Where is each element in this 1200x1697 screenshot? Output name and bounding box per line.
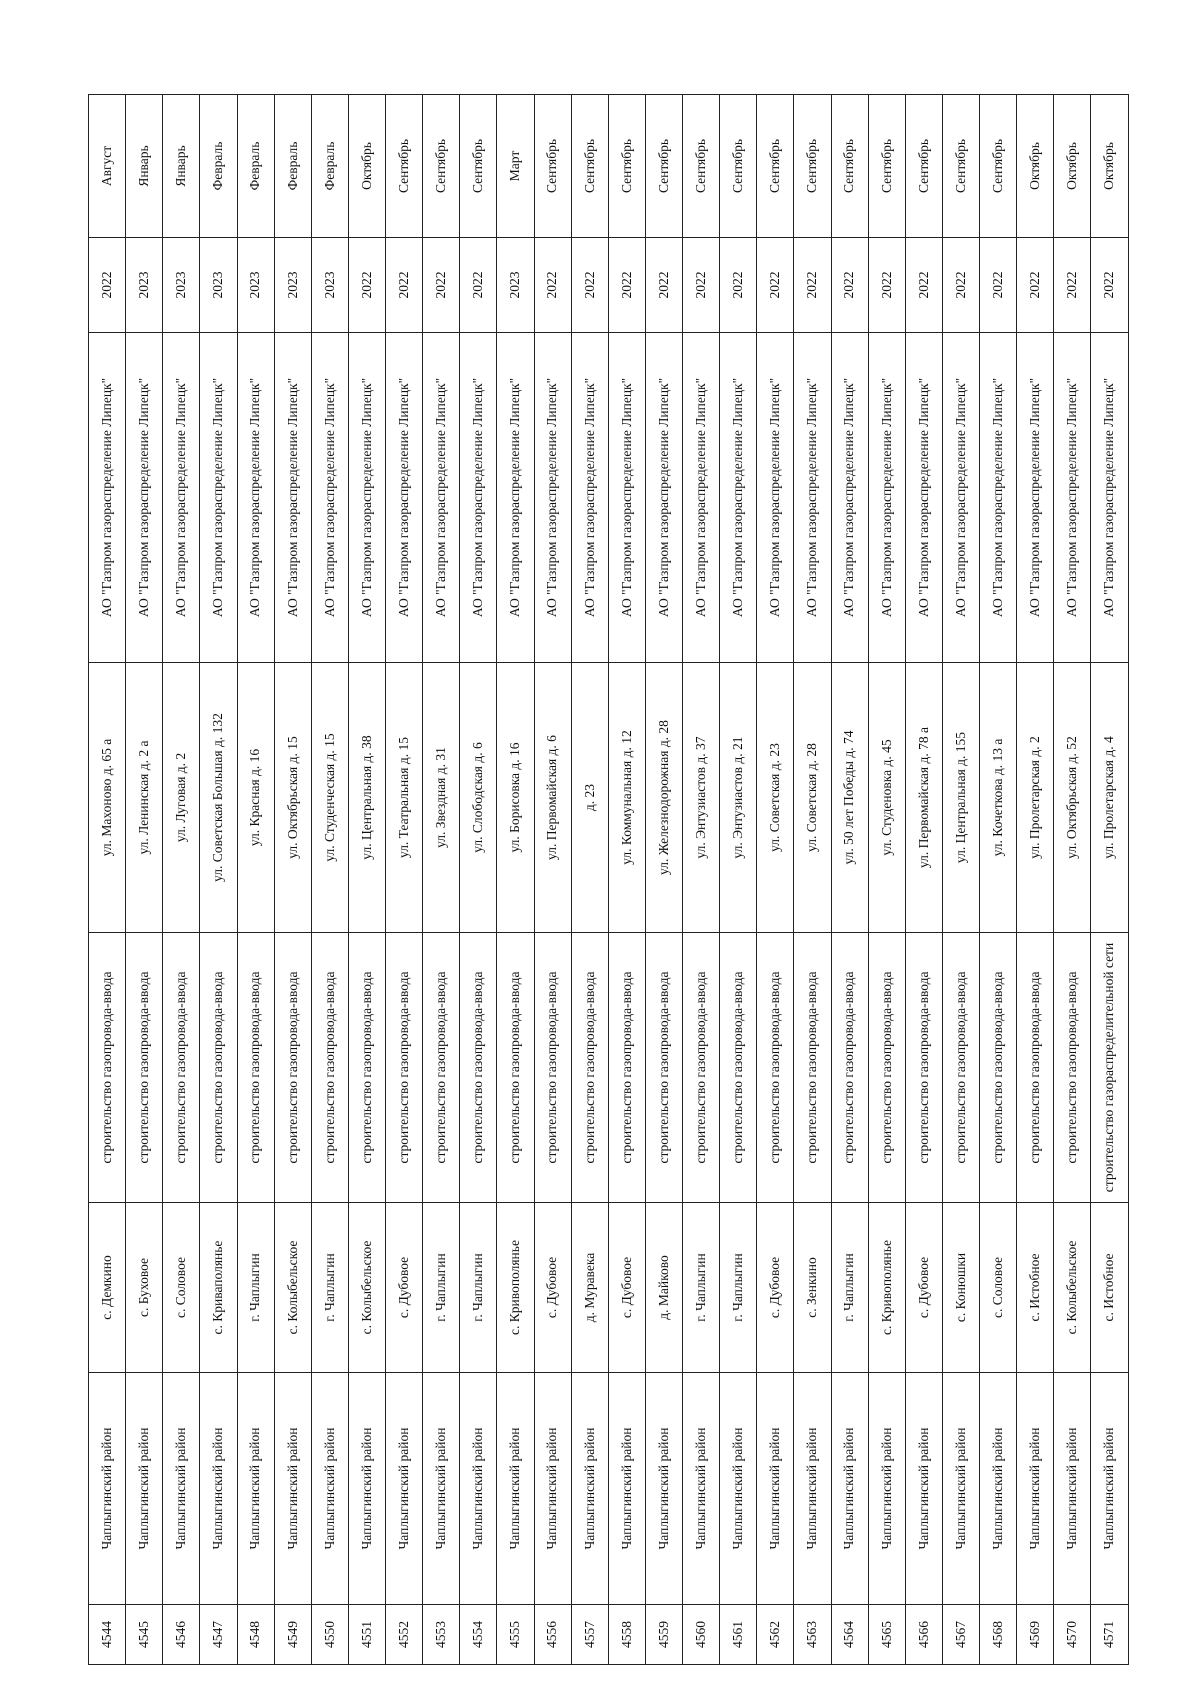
address-cell: ул. Первомайская д. 78 а: [905, 663, 942, 933]
month-cell: Сентябрь: [794, 95, 831, 238]
district-cell: Чаплыгинский район: [1017, 1373, 1054, 1605]
address-cell: ул. Пролетарская д. 4: [1091, 663, 1128, 933]
month-cell: Октябрь: [1017, 95, 1054, 238]
district-cell: Чаплыгинский район: [1054, 1373, 1091, 1605]
month-cell: Сентябрь: [868, 95, 905, 238]
table-row: [1091, 95, 1128, 1665]
year-cell: 2022: [1054, 238, 1091, 333]
table-row: [608, 95, 645, 1665]
organization-cell: АО "Газпром газораспределение Липецк": [274, 333, 311, 663]
year-cell: 2022: [571, 238, 608, 333]
work-type-cell: строительство газопровода-ввода: [534, 933, 571, 1203]
year-cell: 2022: [460, 238, 497, 333]
address-cell: ул. Студенческая д. 15: [311, 663, 348, 933]
work-type-cell: строительство газопровода-ввода: [460, 933, 497, 1203]
month-cell: Сентябрь: [905, 95, 942, 238]
settlement-cell: с. Зенкино: [794, 1203, 831, 1373]
address-cell: ул. Звездная д. 31: [423, 663, 460, 933]
year-cell: 2022: [423, 238, 460, 333]
month-cell: Февраль: [311, 95, 348, 238]
month-cell: Октябрь: [348, 95, 385, 238]
month-cell: Сентябрь: [534, 95, 571, 238]
month-cell: Февраль: [274, 95, 311, 238]
month-cell: Сентябрь: [460, 95, 497, 238]
year-cell: 2022: [348, 238, 385, 333]
address-cell: ул. Энтузиастов д. 37: [683, 663, 720, 933]
work-type-cell: строительство газопровода-ввода: [571, 933, 608, 1203]
month-cell: Сентябрь: [386, 95, 423, 238]
work-type-cell: строительство газопровода-ввода: [683, 933, 720, 1203]
table-row: [534, 95, 571, 1665]
table-row: [905, 95, 942, 1665]
district-cell: Чаплыгинский район: [348, 1373, 385, 1605]
year-cell: 2023: [200, 238, 237, 333]
work-type-cell: строительство газопровода-ввода: [1017, 933, 1054, 1203]
settlement-cell: д. Муравека: [571, 1203, 608, 1373]
address-cell: ул. Энтузиастов д. 21: [720, 663, 757, 933]
settlement-cell: г. Чаплыгин: [683, 1203, 720, 1373]
organization-cell: АО "Газпром газораспределение Липецк": [497, 333, 534, 663]
month-cell: Август: [89, 95, 126, 238]
row-number-cell: 4560: [683, 1605, 720, 1665]
organization-cell: АО "Газпром газораспределение Липецк": [423, 333, 460, 663]
district-cell: Чаплыгинский район: [942, 1373, 979, 1605]
address-cell: ул. Студеновка д. 45: [868, 663, 905, 933]
row-number-cell: 4548: [237, 1605, 274, 1665]
month-cell: Сентябрь: [720, 95, 757, 238]
district-cell: Чаплыгинский район: [720, 1373, 757, 1605]
district-cell: Чаплыгинский район: [274, 1373, 311, 1605]
month-cell: Сентябрь: [980, 95, 1017, 238]
organization-cell: АО "Газпром газораспределение Липецк": [311, 333, 348, 663]
organization-cell: АО "Газпром газораспределение Липецк": [200, 333, 237, 663]
organization-cell: АО "Газпром газораспределение Липецк": [645, 333, 682, 663]
address-cell: ул. Октябрьская д. 15: [274, 663, 311, 933]
work-type-cell: строительство газопровода-ввода: [348, 933, 385, 1203]
organization-cell: АО "Газпром газораспределение Липецк": [720, 333, 757, 663]
organization-cell: АО "Газпром газораспределение Липецк": [683, 333, 720, 663]
month-cell: Октябрь: [1091, 95, 1128, 238]
month-cell: Февраль: [200, 95, 237, 238]
organization-cell: АО "Газпром газораспределение Липецк": [794, 333, 831, 663]
work-type-cell: строительство газопровода-ввода: [831, 933, 868, 1203]
row-number-cell: 4570: [1054, 1605, 1091, 1665]
address-cell: ул. Театральная д. 15: [386, 663, 423, 933]
row-number-cell: 4563: [794, 1605, 831, 1665]
work-type-cell: строительство газопровода-ввода: [608, 933, 645, 1203]
table-row: [311, 95, 348, 1665]
address-cell: ул. Слободская д. 6: [460, 663, 497, 933]
district-cell: Чаплыгинский район: [423, 1373, 460, 1605]
settlement-cell: с. Истобное: [1017, 1203, 1054, 1373]
district-cell: Чаплыгинский район: [497, 1373, 534, 1605]
table-row: [497, 95, 534, 1665]
settlement-cell: д. Майково: [645, 1203, 682, 1373]
address-cell: ул. Красная д. 16: [237, 663, 274, 933]
work-type-cell: строительство газопровода-ввода: [868, 933, 905, 1203]
table-row: [89, 95, 126, 1665]
settlement-cell: с. Дубовое: [534, 1203, 571, 1373]
year-cell: 2022: [980, 238, 1017, 333]
month-cell: Сентябрь: [831, 95, 868, 238]
organization-cell: АО "Газпром газораспределение Липецк": [386, 333, 423, 663]
settlement-cell: г. Чаплыгин: [720, 1203, 757, 1373]
settlement-cell: с. Дубовое: [608, 1203, 645, 1373]
address-cell: ул. Советская д. 28: [794, 663, 831, 933]
table-row: [1017, 95, 1054, 1665]
work-type-cell: строительство газопровода-ввода: [423, 933, 460, 1203]
organization-cell: АО "Газпром газораспределение Липецк": [868, 333, 905, 663]
table-row: [571, 95, 608, 1665]
row-number-cell: 4568: [980, 1605, 1017, 1665]
district-cell: Чаплыгинский район: [645, 1373, 682, 1605]
district-cell: Чаплыгинский район: [126, 1373, 163, 1605]
gas-works-table: [88, 94, 1129, 1665]
row-number-cell: 4557: [571, 1605, 608, 1665]
settlement-cell: г. Чаплыгин: [311, 1203, 348, 1373]
organization-cell: АО "Газпром газораспределение Липецк": [571, 333, 608, 663]
district-cell: Чаплыгинский район: [683, 1373, 720, 1605]
table-row: [274, 95, 311, 1665]
year-cell: 2022: [868, 238, 905, 333]
address-cell: ул. Кочеткова д. 13 а: [980, 663, 1017, 933]
work-type-cell: строительство газопровода-ввода: [905, 933, 942, 1203]
organization-cell: АО "Газпром газораспределение Липецк": [980, 333, 1017, 663]
table-row: [868, 95, 905, 1665]
settlement-cell: с. Буховое: [126, 1203, 163, 1373]
organization-cell: АО "Газпром газораспределение Липецк": [534, 333, 571, 663]
address-cell: ул. Советская Большая д. 132: [200, 663, 237, 933]
table-row: [237, 95, 274, 1665]
table-row: [126, 95, 163, 1665]
address-cell: ул. Махоново д. 65 а: [89, 663, 126, 933]
table-row: [794, 95, 831, 1665]
year-cell: 2022: [534, 238, 571, 333]
month-cell: Октябрь: [1054, 95, 1091, 238]
organization-cell: АО "Газпром газораспределение Липецк": [831, 333, 868, 663]
work-type-cell: строительство газопровода-ввода: [274, 933, 311, 1203]
settlement-cell: с. Колыбельское: [1054, 1203, 1091, 1373]
settlement-cell: с. Криваполянье: [200, 1203, 237, 1373]
organization-cell: АО "Газпром газораспределение Липецк": [126, 333, 163, 663]
settlement-cell: с. Дубовое: [757, 1203, 794, 1373]
work-type-cell: строительство газопровода-ввода: [386, 933, 423, 1203]
settlement-cell: с. Колыбельское: [274, 1203, 311, 1373]
work-type-cell: строительство газопровода-ввода: [497, 933, 534, 1203]
year-cell: 2022: [794, 238, 831, 333]
work-type-cell: строительство газопровода-ввода: [200, 933, 237, 1203]
address-cell: ул. Коммунальная д. 12: [608, 663, 645, 933]
district-cell: Чаплыгинский район: [608, 1373, 645, 1605]
table-row: [200, 95, 237, 1665]
year-cell: 2022: [905, 238, 942, 333]
settlement-cell: с. Соловое: [163, 1203, 200, 1373]
district-cell: Чаплыгинский район: [905, 1373, 942, 1605]
year-cell: 2022: [1091, 238, 1128, 333]
month-cell: Сентябрь: [645, 95, 682, 238]
month-cell: Сентябрь: [571, 95, 608, 238]
year-cell: 2023: [237, 238, 274, 333]
year-cell: 2022: [89, 238, 126, 333]
year-cell: 2022: [831, 238, 868, 333]
row-number-cell: 4551: [348, 1605, 385, 1665]
month-cell: Февраль: [237, 95, 274, 238]
row-number-cell: 4567: [942, 1605, 979, 1665]
district-cell: Чаплыгинский район: [311, 1373, 348, 1605]
month-cell: Январь: [163, 95, 200, 238]
work-type-cell: строительство газопровода-ввода: [163, 933, 200, 1203]
year-cell: 2022: [942, 238, 979, 333]
work-type-cell: строительство газопровода-ввода: [942, 933, 979, 1203]
month-cell: Январь: [126, 95, 163, 238]
row-number-cell: 4552: [386, 1605, 423, 1665]
year-cell: 2022: [720, 238, 757, 333]
table-row: [460, 95, 497, 1665]
address-cell: ул. Советская д. 23: [757, 663, 794, 933]
organization-cell: АО "Газпром газораспределение Липецк": [460, 333, 497, 663]
work-type-cell: строительство газопровода-ввода: [126, 933, 163, 1203]
address-cell: ул. Центральная д. 38: [348, 663, 385, 933]
year-cell: 2022: [608, 238, 645, 333]
work-type-cell: строительство газопровода-ввода: [1054, 933, 1091, 1203]
row-number-cell: 4571: [1091, 1605, 1128, 1665]
organization-cell: АО "Газпром газораспределение Липецк": [163, 333, 200, 663]
row-number-cell: 4558: [608, 1605, 645, 1665]
district-cell: Чаплыгинский район: [460, 1373, 497, 1605]
settlement-cell: г. Чаплыгин: [460, 1203, 497, 1373]
organization-cell: АО "Газпром газораспределение Липецк": [942, 333, 979, 663]
address-cell: д. 23: [571, 663, 608, 933]
rotated-table-container: [88, 95, 1128, 1665]
district-cell: Чаплыгинский район: [571, 1373, 608, 1605]
year-cell: 2023: [311, 238, 348, 333]
work-type-cell: строительство газопровода-ввода: [645, 933, 682, 1203]
table-row: [720, 95, 757, 1665]
table-row: [683, 95, 720, 1665]
row-number-cell: 4566: [905, 1605, 942, 1665]
work-type-cell: строительство газопровода-ввода: [311, 933, 348, 1203]
district-cell: Чаплыгинский район: [386, 1373, 423, 1605]
row-number-cell: 4547: [200, 1605, 237, 1665]
year-cell: 2023: [163, 238, 200, 333]
address-cell: ул. 50 лет Победы д. 74: [831, 663, 868, 933]
month-cell: Март: [497, 95, 534, 238]
district-cell: Чаплыгинский район: [1091, 1373, 1128, 1605]
work-type-cell: строительство газопровода-ввода: [89, 933, 126, 1203]
organization-cell: АО "Газпром газораспределение Липецк": [237, 333, 274, 663]
settlement-cell: с. Дубовое: [905, 1203, 942, 1373]
table-row: [645, 95, 682, 1665]
settlement-cell: с. Соловое: [980, 1203, 1017, 1373]
row-number-cell: 4569: [1017, 1605, 1054, 1665]
work-type-cell: строительство газопровода-ввода: [237, 933, 274, 1203]
work-type-cell: строительство газораспределительной сети: [1091, 933, 1128, 1203]
month-cell: Сентябрь: [942, 95, 979, 238]
settlement-cell: с. Демкино: [89, 1203, 126, 1373]
settlement-cell: г. Чаплыгин: [423, 1203, 460, 1373]
table-row: [163, 95, 200, 1665]
row-number-cell: 4553: [423, 1605, 460, 1665]
district-cell: Чаплыгинский район: [89, 1373, 126, 1605]
table-row: [1054, 95, 1091, 1665]
table-row: [831, 95, 868, 1665]
year-cell: 2023: [126, 238, 163, 333]
row-number-cell: 4562: [757, 1605, 794, 1665]
district-cell: Чаплыгинский район: [794, 1373, 831, 1605]
year-cell: 2023: [497, 238, 534, 333]
organization-cell: АО "Газпром газораспределение Липецк": [905, 333, 942, 663]
row-number-cell: 4564: [831, 1605, 868, 1665]
district-cell: Чаплыгинский район: [237, 1373, 274, 1605]
work-type-cell: строительство газопровода-ввода: [980, 933, 1017, 1203]
row-number-cell: 4549: [274, 1605, 311, 1665]
organization-cell: АО "Газпром газораспределение Липецк": [608, 333, 645, 663]
settlement-cell: г. Чаплыгин: [237, 1203, 274, 1373]
organization-cell: АО "Газпром газораспределение Липецк": [348, 333, 385, 663]
table-row: [386, 95, 423, 1665]
row-number-cell: 4544: [89, 1605, 126, 1665]
work-type-cell: строительство газопровода-ввода: [720, 933, 757, 1203]
row-number-cell: 4556: [534, 1605, 571, 1665]
table-body: [89, 95, 1129, 1665]
work-type-cell: строительство газопровода-ввода: [757, 933, 794, 1203]
organization-cell: АО "Газпром газораспределение Липецк": [89, 333, 126, 663]
row-number-cell: 4550: [311, 1605, 348, 1665]
district-cell: Чаплыгинский район: [534, 1373, 571, 1605]
address-cell: ул. Пролетарская д. 2: [1017, 663, 1054, 933]
settlement-cell: с. Кривополянье: [868, 1203, 905, 1373]
settlement-cell: с. Дубовое: [386, 1203, 423, 1373]
address-cell: ул. Борисовка д. 16: [497, 663, 534, 933]
settlement-cell: с. Колыбельское: [348, 1203, 385, 1373]
year-cell: 2023: [274, 238, 311, 333]
table-row: [348, 95, 385, 1665]
district-cell: Чаплыгинский район: [163, 1373, 200, 1605]
organization-cell: АО "Газпром газораспределение Липецк": [1017, 333, 1054, 663]
organization-cell: АО "Газпром газораспределение Липецк": [1054, 333, 1091, 663]
district-cell: Чаплыгинский район: [831, 1373, 868, 1605]
table-row: [980, 95, 1017, 1665]
month-cell: Сентябрь: [683, 95, 720, 238]
year-cell: 2022: [386, 238, 423, 333]
row-number-cell: 4561: [720, 1605, 757, 1665]
district-cell: Чаплыгинский район: [980, 1373, 1017, 1605]
settlement-cell: г. Чаплыгин: [831, 1203, 868, 1373]
organization-cell: АО "Газпром газораспределение Липецк": [1091, 333, 1128, 663]
work-type-cell: строительство газопровода-ввода: [794, 933, 831, 1203]
row-number-cell: 4565: [868, 1605, 905, 1665]
district-cell: Чаплыгинский район: [868, 1373, 905, 1605]
row-number-cell: 4545: [126, 1605, 163, 1665]
settlement-cell: с. Истобное: [1091, 1203, 1128, 1373]
row-number-cell: 4546: [163, 1605, 200, 1665]
organization-cell: АО "Газпром газораспределение Липецк": [757, 333, 794, 663]
row-number-cell: 4554: [460, 1605, 497, 1665]
table-row: [423, 95, 460, 1665]
settlement-cell: с. Кривополянье: [497, 1203, 534, 1373]
month-cell: Сентябрь: [608, 95, 645, 238]
address-cell: ул. Ленинская д. 2 а: [126, 663, 163, 933]
month-cell: Сентябрь: [423, 95, 460, 238]
year-cell: 2022: [757, 238, 794, 333]
address-cell: ул. Железнодорожная д. 28: [645, 663, 682, 933]
year-cell: 2022: [683, 238, 720, 333]
year-cell: 2022: [1017, 238, 1054, 333]
district-cell: Чаплыгинский район: [200, 1373, 237, 1605]
settlement-cell: с. Конюшки: [942, 1203, 979, 1373]
month-cell: Сентябрь: [757, 95, 794, 238]
row-number-cell: 4555: [497, 1605, 534, 1665]
row-number-cell: 4559: [645, 1605, 682, 1665]
district-cell: Чаплыгинский район: [757, 1373, 794, 1605]
address-cell: ул. Луговая д. 2: [163, 663, 200, 933]
table-row: [757, 95, 794, 1665]
address-cell: ул. Октябрьская д. 52: [1054, 663, 1091, 933]
table-row: [942, 95, 979, 1665]
address-cell: ул. Центральная д. 155: [942, 663, 979, 933]
year-cell: 2022: [645, 238, 682, 333]
address-cell: ул. Первомайская д. 6: [534, 663, 571, 933]
